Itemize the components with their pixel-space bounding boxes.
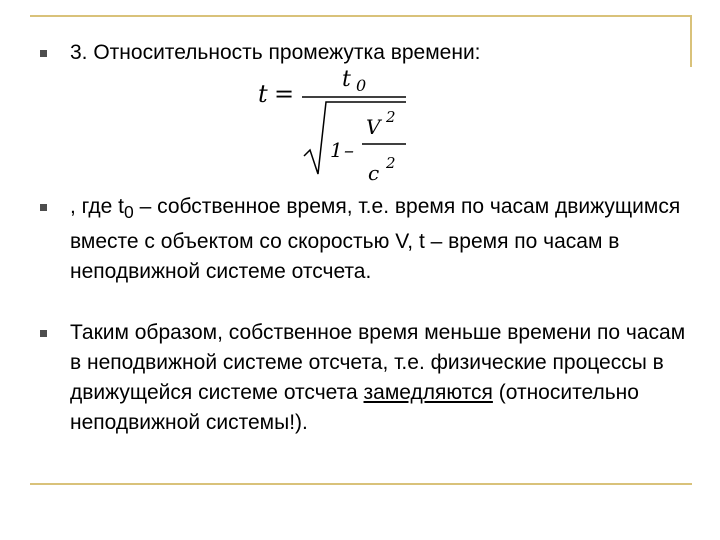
time-dilation-formula <box>256 64 426 188</box>
formula-equals: = <box>274 80 295 108</box>
definition-paragraph <box>70 192 690 287</box>
formula-c-exp: 2 <box>386 154 396 172</box>
para1-subscript: 0 <box>124 202 134 223</box>
formula-c: c <box>368 161 380 185</box>
bottom-divider <box>30 483 692 485</box>
para2-text-end: (относительно неподвижной системы!). <box>70 381 639 434</box>
para2-text-start: Таким образом, собственное время меньше времени по часам в неподвижной системе отсчета, т.е. физические процессы в движущейся системе отсчета <box>70 321 686 404</box>
formula-numerator: t <box>342 67 351 92</box>
formula-numerator-sub: 0 <box>356 76 367 95</box>
para1-text-end: – собственное время, т.е. время по часам движущимся вместе с объектом со скоростью V, t – время по часам в неподвижной системе отсчета. <box>70 195 681 284</box>
para2-emphasis: замедляются <box>363 381 493 404</box>
conclusion-paragraph <box>70 318 690 438</box>
bullet-square <box>40 204 47 211</box>
right-divider <box>690 15 692 67</box>
top-divider <box>30 15 692 17</box>
bullet-square <box>40 50 47 57</box>
formula-lhs: t <box>258 80 268 108</box>
para1-text-start: , где t <box>70 195 124 218</box>
formula-v-exp: 2 <box>386 108 396 126</box>
formula-one: 1 <box>330 138 343 162</box>
formula-minus: – <box>344 138 354 162</box>
formula-v: V <box>366 115 381 139</box>
bullet-square <box>40 330 47 337</box>
slide-heading: 3. Относительность промежутка времени: <box>70 41 481 64</box>
